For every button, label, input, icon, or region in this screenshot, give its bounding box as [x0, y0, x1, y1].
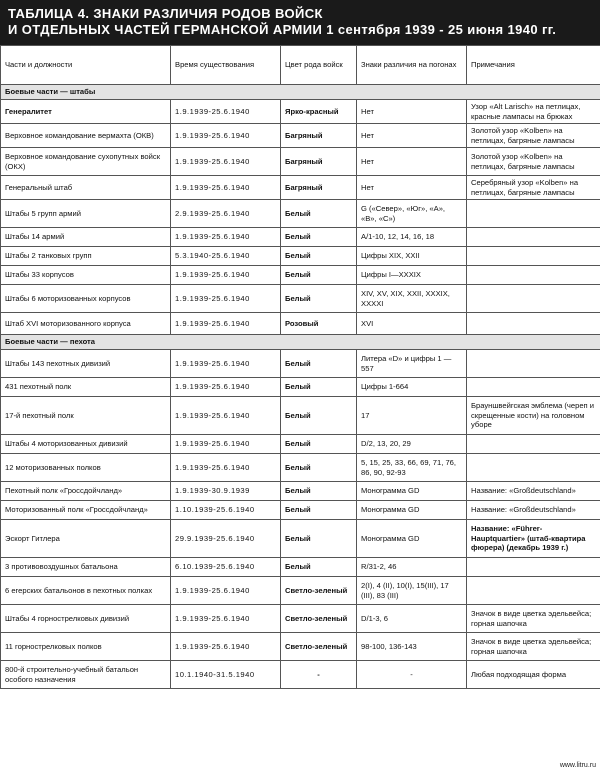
branch-color-cell: Светло-зеленый [281, 605, 357, 633]
period-cell: 1.9.1939-25.6.1940 [171, 148, 281, 176]
note-cell [467, 285, 600, 313]
insignia-cell: Цифры I—XXXIX [357, 266, 467, 285]
period-cell: 1.9.1939-25.6.1940 [171, 454, 281, 482]
insignia-cell: Цифры XIX, XXII [357, 247, 467, 266]
branch-color-cell: Белый [281, 397, 357, 435]
table-row [1, 378, 600, 397]
note-cell [467, 454, 600, 482]
unit-cell: Штабы 5 групп армий [1, 200, 171, 228]
unit-cell: 3 противовоздушных батальона [1, 558, 171, 577]
note-cell: Значок в виде цветка эдельвейса; горная шапочка [467, 605, 600, 633]
insignia-cell: Монограмма GD [357, 482, 467, 501]
table-row [1, 313, 600, 335]
unit-cell: Штабы 33 корпусов [1, 266, 171, 285]
period-cell: 1.9.1939-30.9.1939 [171, 482, 281, 501]
branch-color-cell: Белый [281, 558, 357, 577]
branch-color-cell: Белый [281, 266, 357, 285]
note-cell: Золотой узор «Kolben» на петлицах, багряные лампасы [467, 124, 600, 148]
table-row [1, 100, 600, 124]
insignia-cell: - [357, 661, 467, 689]
note-cell: Брауншвейгская эмблема (череп и скрещенные кости) на головном уборе [467, 397, 600, 435]
period-cell: 1.9.1939-25.6.1940 [171, 397, 281, 435]
insignia-cell: Цифры 1-664 [357, 378, 467, 397]
unit-cell: 12 моторизованных полков [1, 454, 171, 482]
period-cell: 1.9.1939-25.6.1940 [171, 100, 281, 124]
note-cell [467, 558, 600, 577]
table-row [1, 285, 600, 313]
unit-cell: 431 пехотный полк [1, 378, 171, 397]
insignia-cell: Нет [357, 148, 467, 176]
period-cell: 1.9.1939-25.6.1940 [171, 605, 281, 633]
note-cell [467, 350, 600, 378]
unit-cell: 11 горнострелковых полков [1, 633, 171, 661]
branch-color-cell: Белый [281, 482, 357, 501]
note-cell: Узор «Alt Larisch» на петлицах, красные лампасы на брюках [467, 100, 600, 124]
branch-color-cell: Багряный [281, 148, 357, 176]
period-cell: 10.1.1940-31.5.1940 [171, 661, 281, 689]
table-row [1, 148, 600, 176]
note-cell [467, 247, 600, 266]
insignia-cell: 2(I), 4 (II), 10(I), 15(III), 17 (III), 83 (III) [357, 577, 467, 605]
table-row [1, 661, 600, 689]
section-title: Боевые части — штабы [1, 85, 600, 100]
table-row [1, 176, 600, 200]
period-cell: 1.9.1939-25.6.1940 [171, 378, 281, 397]
table-row [1, 397, 600, 435]
unit-cell: Верховное командование вермахта (ОКВ) [1, 124, 171, 148]
period-cell: 1.9.1939-25.6.1940 [171, 313, 281, 335]
insignia-cell: Монограмма GD [357, 520, 467, 558]
branch-color-cell: Багряный [281, 124, 357, 148]
unit-cell: Штабы 4 моторизованных дивизий [1, 435, 171, 454]
branch-color-cell: - [281, 661, 357, 689]
table-row [1, 266, 600, 285]
period-cell: 1.9.1939-25.6.1940 [171, 285, 281, 313]
insignia-cell: Нет [357, 124, 467, 148]
table-row [1, 501, 600, 520]
note-cell [467, 435, 600, 454]
insignia-table [0, 45, 600, 689]
header-notes: Примечания [467, 46, 600, 85]
branch-color-cell: Белый [281, 435, 357, 454]
unit-cell: Моторизованный полк «Гроссдойчланд» [1, 501, 171, 520]
insignia-cell: R/31-2, 46 [357, 558, 467, 577]
note-cell [467, 378, 600, 397]
unit-cell: Эскорт Гитлера [1, 520, 171, 558]
period-cell: 5.3.1940-25.6.1940 [171, 247, 281, 266]
unit-cell: Штабы 143 пехотных дивизий [1, 350, 171, 378]
table-row [1, 200, 600, 228]
unit-cell: Верховное командование сухопутных войск (ОКХ) [1, 148, 171, 176]
note-cell [467, 228, 600, 247]
insignia-cell: G («Север», «Юг», «А», «В», «С») [357, 200, 467, 228]
branch-color-cell: Белый [281, 501, 357, 520]
branch-color-cell: Светло-зеленый [281, 577, 357, 605]
unit-cell: Генералитет [1, 100, 171, 124]
insignia-cell: 98-100, 136-143 [357, 633, 467, 661]
table-title-line-2: И ОТДЕЛЬНЫХ ЧАСТЕЙ ГЕРМАНСКОЙ АРМИИ 1 сентября 1939 - 25 июня 1940 гг. [8, 22, 557, 37]
insignia-cell: Нет [357, 100, 467, 124]
period-cell: 1.9.1939-25.6.1940 [171, 633, 281, 661]
unit-cell: Штаб XVI моторизованного корпуса [1, 313, 171, 335]
insignia-cell: Монограмма GD [357, 501, 467, 520]
period-cell: 1.9.1939-25.6.1940 [171, 435, 281, 454]
note-cell: Название: «Großdeutschland» [467, 501, 600, 520]
period-cell: 1.9.1939-25.6.1940 [171, 228, 281, 247]
table-row [1, 577, 600, 605]
branch-color-cell: Белый [281, 454, 357, 482]
period-cell: 29.9.1939-25.6.1940 [171, 520, 281, 558]
insignia-cell: XVI [357, 313, 467, 335]
note-cell: Серебряный узор «Kolben» на петлицах, багряные лампасы [467, 176, 600, 200]
note-cell [467, 266, 600, 285]
insignia-cell: XIV, XV, XIX, XXII, XXXIX, XXXXI [357, 285, 467, 313]
unit-cell: 6 егерских батальонов в пехотных полках [1, 577, 171, 605]
table-row [1, 558, 600, 577]
insignia-cell: D/2, 13, 20, 29 [357, 435, 467, 454]
table-row [1, 520, 600, 558]
note-cell [467, 200, 600, 228]
table-row [1, 435, 600, 454]
table-row [1, 247, 600, 266]
table-row [1, 228, 600, 247]
branch-color-cell: Белый [281, 285, 357, 313]
table-header-row [1, 46, 600, 85]
note-cell: Золотой узор «Kolben» на петлицах, багряные лампасы [467, 148, 600, 176]
table-title-line-1: ТАБЛИЦА 4. ЗНАКИ РАЗЛИЧИЯ РОДОВ ВОЙСК [8, 6, 323, 21]
table-row [1, 605, 600, 633]
section-header-row [1, 85, 600, 100]
unit-cell: Штабы 6 моторизованных корпусов [1, 285, 171, 313]
table-row [1, 454, 600, 482]
table-row [1, 350, 600, 378]
watermark: www.litru.ru [559, 762, 596, 769]
insignia-cell: Литера «D» и цифры 1 — 557 [357, 350, 467, 378]
header-insignia: Знаки различия на погонах [357, 46, 467, 85]
table-row [1, 124, 600, 148]
note-cell: Любая подходящая форма [467, 661, 600, 689]
insignia-cell: D/1-3, 6 [357, 605, 467, 633]
note-cell: Название: «Großdeutschland» [467, 482, 600, 501]
branch-color-cell: Белый [281, 200, 357, 228]
branch-color-cell: Белый [281, 378, 357, 397]
table-row [1, 482, 600, 501]
branch-color-cell: Ярко-красный [281, 100, 357, 124]
note-cell: Название: «Führer-Hauptquartier» (штаб-квартира фюрера) (декабрь 1939 г.) [467, 520, 600, 558]
period-cell: 1.9.1939-25.6.1940 [171, 577, 281, 605]
unit-cell: Штабы 4 горнострелковых дивизий [1, 605, 171, 633]
period-cell: 1.9.1939-25.6.1940 [171, 350, 281, 378]
period-cell: 6.10.1939-25.6.1940 [171, 558, 281, 577]
note-cell [467, 577, 600, 605]
header-units: Части и должности [1, 46, 171, 85]
unit-cell: Штабы 14 армий [1, 228, 171, 247]
table-title-banner [0, 0, 600, 45]
branch-color-cell: Белый [281, 350, 357, 378]
header-period: Время существования [171, 46, 281, 85]
note-cell: Значок в виде цветка эдельвейса; горная шапочка [467, 633, 600, 661]
branch-color-cell: Светло-зеленый [281, 633, 357, 661]
insignia-cell: А/1-10, 12, 14, 16, 18 [357, 228, 467, 247]
insignia-cell: 17 [357, 397, 467, 435]
branch-color-cell: Белый [281, 247, 357, 266]
unit-cell: 17-й пехотный полк [1, 397, 171, 435]
unit-cell: Генеральный штаб [1, 176, 171, 200]
branch-color-cell: Белый [281, 228, 357, 247]
branch-color-cell: Белый [281, 520, 357, 558]
note-cell [467, 313, 600, 335]
branch-color-cell: Багряный [281, 176, 357, 200]
unit-cell: Пехотный полк «Гроссдойчланд» [1, 482, 171, 501]
period-cell: 1.9.1939-25.6.1940 [171, 266, 281, 285]
unit-cell: 800-й строительно-учебный батальон особого назначения [1, 661, 171, 689]
period-cell: 1.9.1939-25.6.1940 [171, 124, 281, 148]
insignia-cell: Нет [357, 176, 467, 200]
period-cell: 1.10.1939-25.6.1940 [171, 501, 281, 520]
header-branch-color: Цвет рода войск [281, 46, 357, 85]
period-cell: 2.9.1939-25.6.1940 [171, 200, 281, 228]
table-row [1, 633, 600, 661]
branch-color-cell: Розовый [281, 313, 357, 335]
insignia-cell: 5, 15, 25, 33, 66, 69, 71, 76, 86, 90, 92-93 [357, 454, 467, 482]
section-title: Боевые части — пехота [1, 335, 600, 350]
unit-cell: Штабы 2 танковых групп [1, 247, 171, 266]
section-header-row [1, 335, 600, 350]
period-cell: 1.9.1939-25.6.1940 [171, 176, 281, 200]
